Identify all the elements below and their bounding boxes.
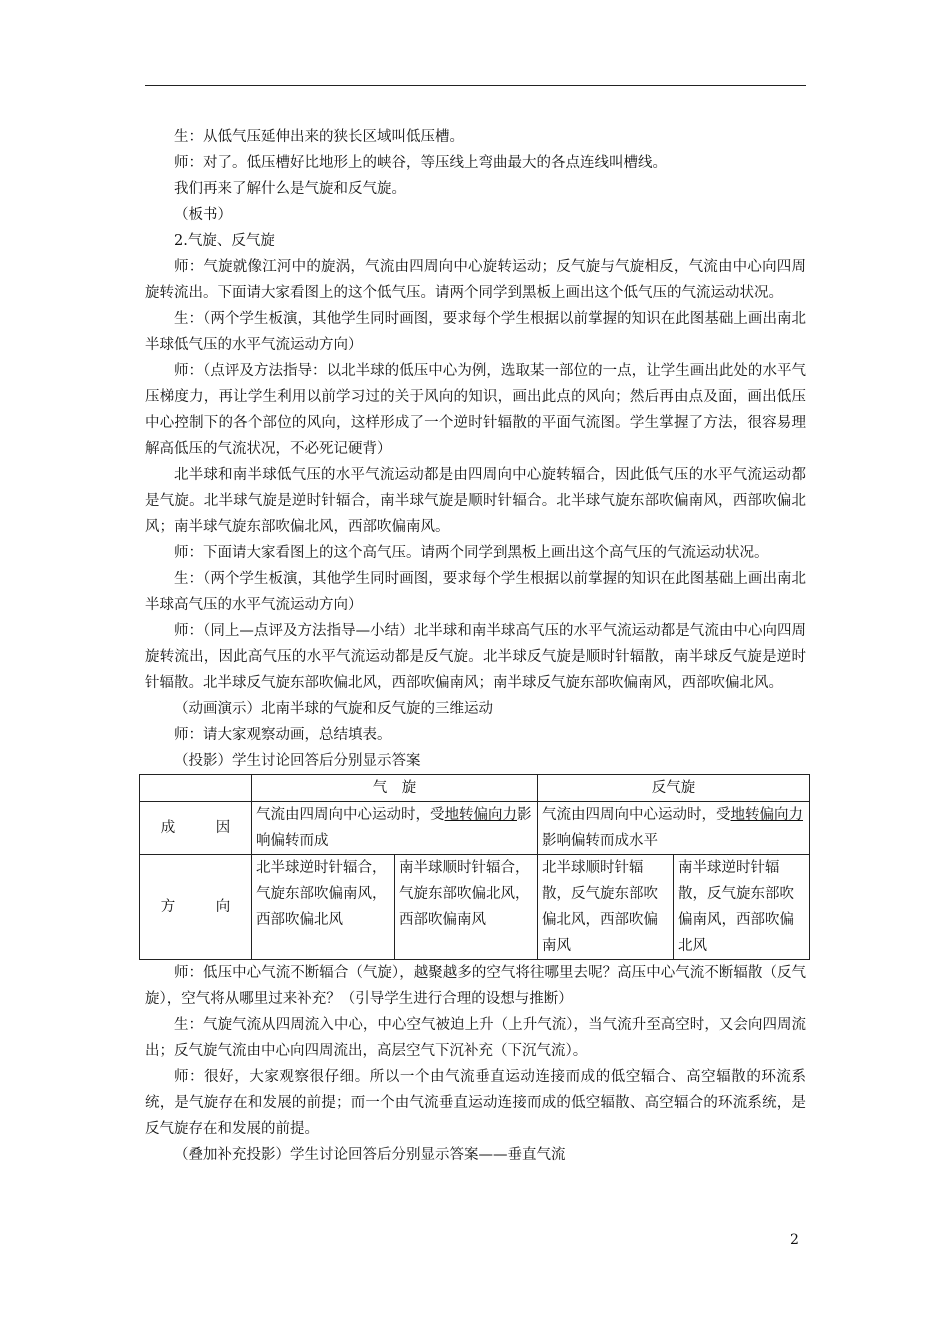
- cell-dir-cyclone-north: 北半球逆时针辐合，气旋东部吹偏南风，西部吹偏北风: [252, 855, 395, 960]
- paragraph: 生：气旋气流从四周流入中心，中心空气被迫上升（上升气流），当气流升至高空时，又会向四周流出；反气旋气流由中心向四周流出，高层空气下沉补充（下沉气流）。: [145, 1017, 806, 1059]
- paragraph: 北半球和南半球低气压的水平气流运动都是由四周向中心旋转辐合，因此低气压的水平气流运动都是气旋。北半球气旋是逆时针辐合，南半球气旋是顺时针辐合。北半球气旋东部吹偏南风，西部吹偏北风；南半球气旋东部吹偏北风，西部吹偏南风。: [145, 467, 806, 535]
- row-label-direction: 方 向: [140, 855, 252, 960]
- cell-dir-anticyclone-north: 北半球顺时针辐散，反气旋东部吹偏北风，西部吹偏南风: [538, 855, 674, 960]
- paragraph: 生：（两个学生板演，其他学生同时画图，要求每个学生根据以前掌握的知识在此图基础上画出南北半球高气压的水平气流运动方向）: [145, 571, 806, 613]
- paragraph: 师：气旋就像江河中的旋涡，气流由四周向中心旋转运动；反气旋与气旋相反，气流由中心向四周旋转流出。下面请大家看图上的这个低气压。请两个同学到黑板上画出这个低气压的气流运动状况。: [145, 259, 806, 301]
- cell-cause-cyclone: 气流由四周向中心运动时，受地转偏向力影响偏转而成: [252, 802, 538, 855]
- paragraph: 师：对了。低压槽好比地形上的峡谷，等压线上弯曲最大的各点连线叫槽线。: [174, 155, 667, 171]
- header-anticyclone: 反气旋: [538, 775, 810, 802]
- paragraph: 生：（两个学生板演，其他学生同时画图，要求每个学生根据以前掌握的知识在此图基础上画出南北半球低气压的水平气流运动方向）: [145, 311, 806, 353]
- comparison-table: [139, 774, 810, 960]
- paragraph: （动画演示）北南半球的气旋和反气旋的三维运动: [174, 701, 493, 717]
- paragraph: 生：从低气压延伸出来的狭长区域叫低压槽。: [174, 129, 464, 145]
- header-cyclone: 气 旋: [252, 775, 538, 802]
- paragraph: 师：很好，大家观察很仔细。所以一个由气流垂直运动连接而成的低空辐合、高空辐散的环流系统，是气旋存在和发展的前提；而一个由气流垂直运动连接而成的低空辐散、高空辐合的环流系统，是反气旋存在和发展的前提。: [145, 1069, 806, 1137]
- cell-dir-anticyclone-south: 南半球逆时针辐散，反气旋东部吹偏南风，西部吹偏北风: [674, 855, 810, 960]
- row-label-cause: 成 因: [140, 802, 252, 855]
- header-rule: [145, 85, 806, 86]
- paragraph: 师：请大家观察动画，总结填表。: [174, 727, 392, 743]
- paragraph: （投影）学生讨论回答后分别显示答案: [174, 753, 421, 769]
- table-row: [140, 775, 810, 802]
- cell-cause-anticyclone: 气流由四周向中心运动时，受地转偏向力影响偏转而成水平: [538, 802, 810, 855]
- paragraph: （板书）: [174, 207, 232, 223]
- paragraph: 师：（同上—点评及方法指导—小结）北半球和南半球高气压的水平气流运动都是气流由中心向四周旋转流出，因此高气压的水平气流运动都是反气旋。北半球反气旋是顺时针辐散，南半球反气旋是逆时针辐散。北半球反气旋东部吹偏北风，西部吹偏南风；南半球反气旋东部吹偏南风，西部吹偏北风。: [145, 623, 806, 691]
- section-heading: 2.气旋、反气旋: [174, 233, 275, 249]
- table-row: [140, 802, 810, 855]
- paragraph: 师：低压中心气流不断辐合（气旋），越聚越多的空气将往哪里去呢？高压中心气流不断辐散（反气旋），空气将从哪里过来补充？（引导学生进行合理的设想与推断）: [145, 965, 806, 1007]
- paragraph: 师：（点评及方法指导：以北半球的低压中心为例，选取某一部位的一点，让学生画出此处的水平气压梯度力，再让学生利用以前学习过的关于风向的知识，画出此点的风向；然后再由点及面，画出低压中心控制下的各个部位的风向，这样形成了一个逆时针辐散的平面气流图。学生掌握了方法，很容易理解高低压的气流状况，不必死记硬背）: [145, 363, 806, 457]
- paragraph: 我们再来了解什么是气旋和反气旋。: [174, 181, 406, 197]
- table-row: [140, 855, 810, 960]
- page-number: 2: [790, 1232, 799, 1248]
- table-corner-cell: [140, 775, 252, 802]
- cell-dir-cyclone-south: 南半球顺时针辐合，气旋东部吹偏北风，西部吹偏南风: [395, 855, 538, 960]
- document-body: [145, 124, 806, 1168]
- paragraph: 师：下面请大家看图上的这个高气压。请两个同学到黑板上画出这个高气压的气流运动状况。: [174, 545, 769, 561]
- paragraph: （叠加补充投影）学生讨论回答后分别显示答案——垂直气流: [174, 1147, 566, 1163]
